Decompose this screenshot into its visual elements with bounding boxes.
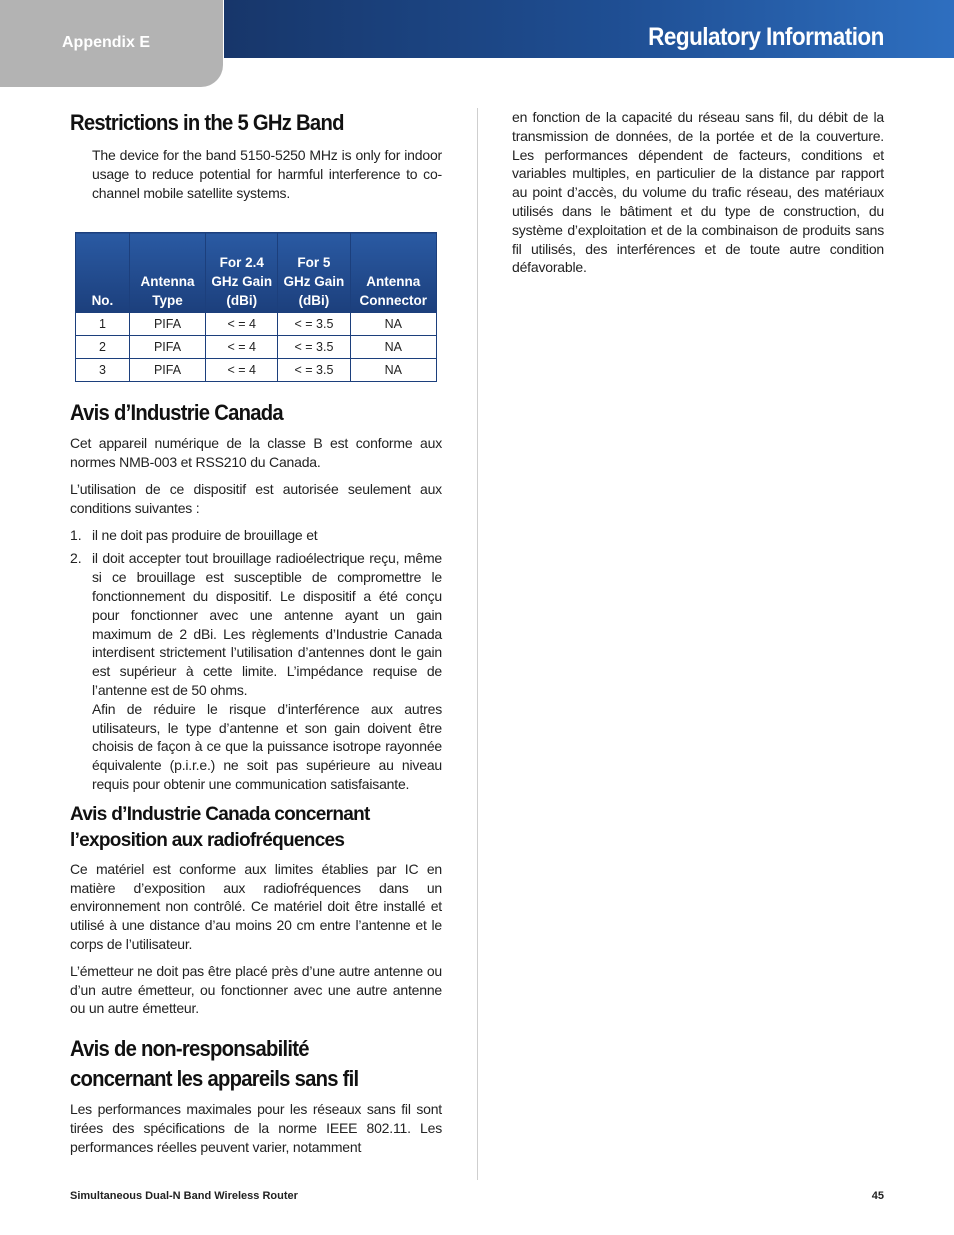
header-gain-2-4: For 2.4 GHz Gain (dBi) bbox=[206, 233, 278, 313]
table-cell: 3 bbox=[76, 359, 130, 382]
table-cell: NA bbox=[350, 336, 436, 359]
table-cell: < = 3.5 bbox=[278, 359, 350, 382]
table-cell: < = 3.5 bbox=[278, 336, 350, 359]
appendix-tab bbox=[0, 0, 223, 87]
table-row bbox=[76, 313, 437, 336]
header-banner bbox=[224, 0, 954, 58]
exposure-heading: Avis d’Industrie Canada concernant l’exposition aux radiofréquences bbox=[70, 803, 370, 851]
restrictions-heading: Restrictions in the 5 GHz Band bbox=[70, 110, 344, 135]
list-continuation: Afin de réduire le risque d’interférence aux autres utilisateurs, le type d’antenne et son gain doivent être choisis de façon à ce que la puissance isotrope rayonnée équivalente (p.i.r.e.) ne soit pas supérieure au niveau requis pour obtenir une communication satisfaisante. bbox=[92, 700, 442, 792]
right-column bbox=[512, 108, 884, 277]
header-no: No. bbox=[76, 233, 130, 313]
footer-product: Simultaneous Dual-N Band Wireless Router bbox=[70, 1190, 298, 1202]
table-row bbox=[76, 359, 437, 382]
table-cell: PIFA bbox=[129, 359, 205, 382]
antenna-table bbox=[75, 232, 437, 382]
canada-paragraph-1: Cet appareil numérique de la classe B est conforme aux normes NMB-003 et RSS210 du Canada. bbox=[70, 435, 442, 471]
table-row bbox=[76, 336, 437, 359]
exposure-paragraph-2: L’émetteur ne doit pas être placé près d’une autre antenne ou d’un autre émetteur, ou fonctionner avec une autre antenne ou un autre émetteur. bbox=[70, 962, 442, 1017]
table-cell: < = 4 bbox=[206, 313, 278, 336]
table-header-row bbox=[76, 233, 437, 313]
left-column bbox=[70, 108, 442, 1157]
table-cell: < = 4 bbox=[206, 359, 278, 382]
list-number: 1. bbox=[70, 526, 82, 543]
table-cell: PIFA bbox=[129, 336, 205, 359]
exposure-paragraph-1: Ce matériel est conforme aux limites établies par IC en matière d’exposition aux radiofréquences dans un environnement non contrôlé. Ce matériel doit être installé et utilisé à une distance d’au moins 20 cm entre l’antenne et le corps de l’utilisateur. bbox=[70, 860, 442, 952]
table-cell: 2 bbox=[76, 336, 130, 359]
header-connector: Antenna Connector bbox=[350, 233, 436, 313]
column-divider bbox=[477, 108, 478, 1180]
table-cell: < = 4 bbox=[206, 336, 278, 359]
restrictions-paragraph: The device for the band 5150-5250 MHz is only for indoor usage to reduce potential for harmful interference to co-channel mobile satellite systems. bbox=[92, 147, 442, 201]
header-gain-5: For 5 GHz Gain (dBi) bbox=[278, 233, 350, 313]
canada-paragraph-2: L’utilisation de ce dispositif est autorisée seulement aux conditions suivantes : bbox=[70, 480, 442, 516]
canada-heading: Avis d’Industrie Canada bbox=[70, 400, 283, 426]
disclaimer-heading: Avis de non-responsabilité concernant les appareils sans fil bbox=[70, 1036, 359, 1092]
disclaimer-paragraph: Les performances maximales pour les réseaux sans fil sont tirées des spécifications de la norme IEEE 802.11. Les performances réelles peuvent varier, notamment bbox=[70, 1101, 442, 1155]
conditions-list bbox=[70, 526, 442, 794]
page-title: Regulatory Information bbox=[648, 23, 884, 51]
header-antenna-type: Antenna Type bbox=[129, 233, 205, 313]
list-item bbox=[70, 549, 442, 793]
table-cell: PIFA bbox=[129, 313, 205, 336]
list-text: il ne doit pas produire de brouillage et bbox=[92, 526, 318, 543]
list-item bbox=[70, 526, 442, 545]
list-text: il doit accepter tout brouillage radioélectrique reçu, même si ce brouillage est susceptible de compromettre le fonctionnement du dispositif. Le dispositif a été conçu pour fonctionner avec une antenne ayant un gain maximum de 2 dBi. Les règlements d’Industrie Canada interdisent strictement l’utilisation d’antennes dont le gain est supérieur à cette limite. L’impédance requise de l’antenne est de 50 ohms. bbox=[92, 550, 442, 698]
table-cell: NA bbox=[350, 313, 436, 336]
table-cell: < = 3.5 bbox=[278, 313, 350, 336]
disclaimer-continuation: en fonction de la capacité du réseau sans fil, du débit de la transmission de données, de la portée et de la couverture. Les performances dépendent de facteurs, conditions et variables multiples, en particulier de la distance par rapport au point d’accès, du volume du trafic réseau, des matériaux utilisés dans le bâtiment et du type de construction, du système d’exploitation et de la combinaison de produits sans fil utilisés, des interférences et de toute autre condition défavorable. bbox=[512, 109, 884, 276]
table-cell: NA bbox=[350, 359, 436, 382]
list-number: 2. bbox=[70, 550, 82, 567]
footer-page-number: 45 bbox=[871, 1190, 884, 1202]
table-cell: 1 bbox=[76, 313, 130, 336]
appendix-label: Appendix E bbox=[62, 34, 151, 51]
